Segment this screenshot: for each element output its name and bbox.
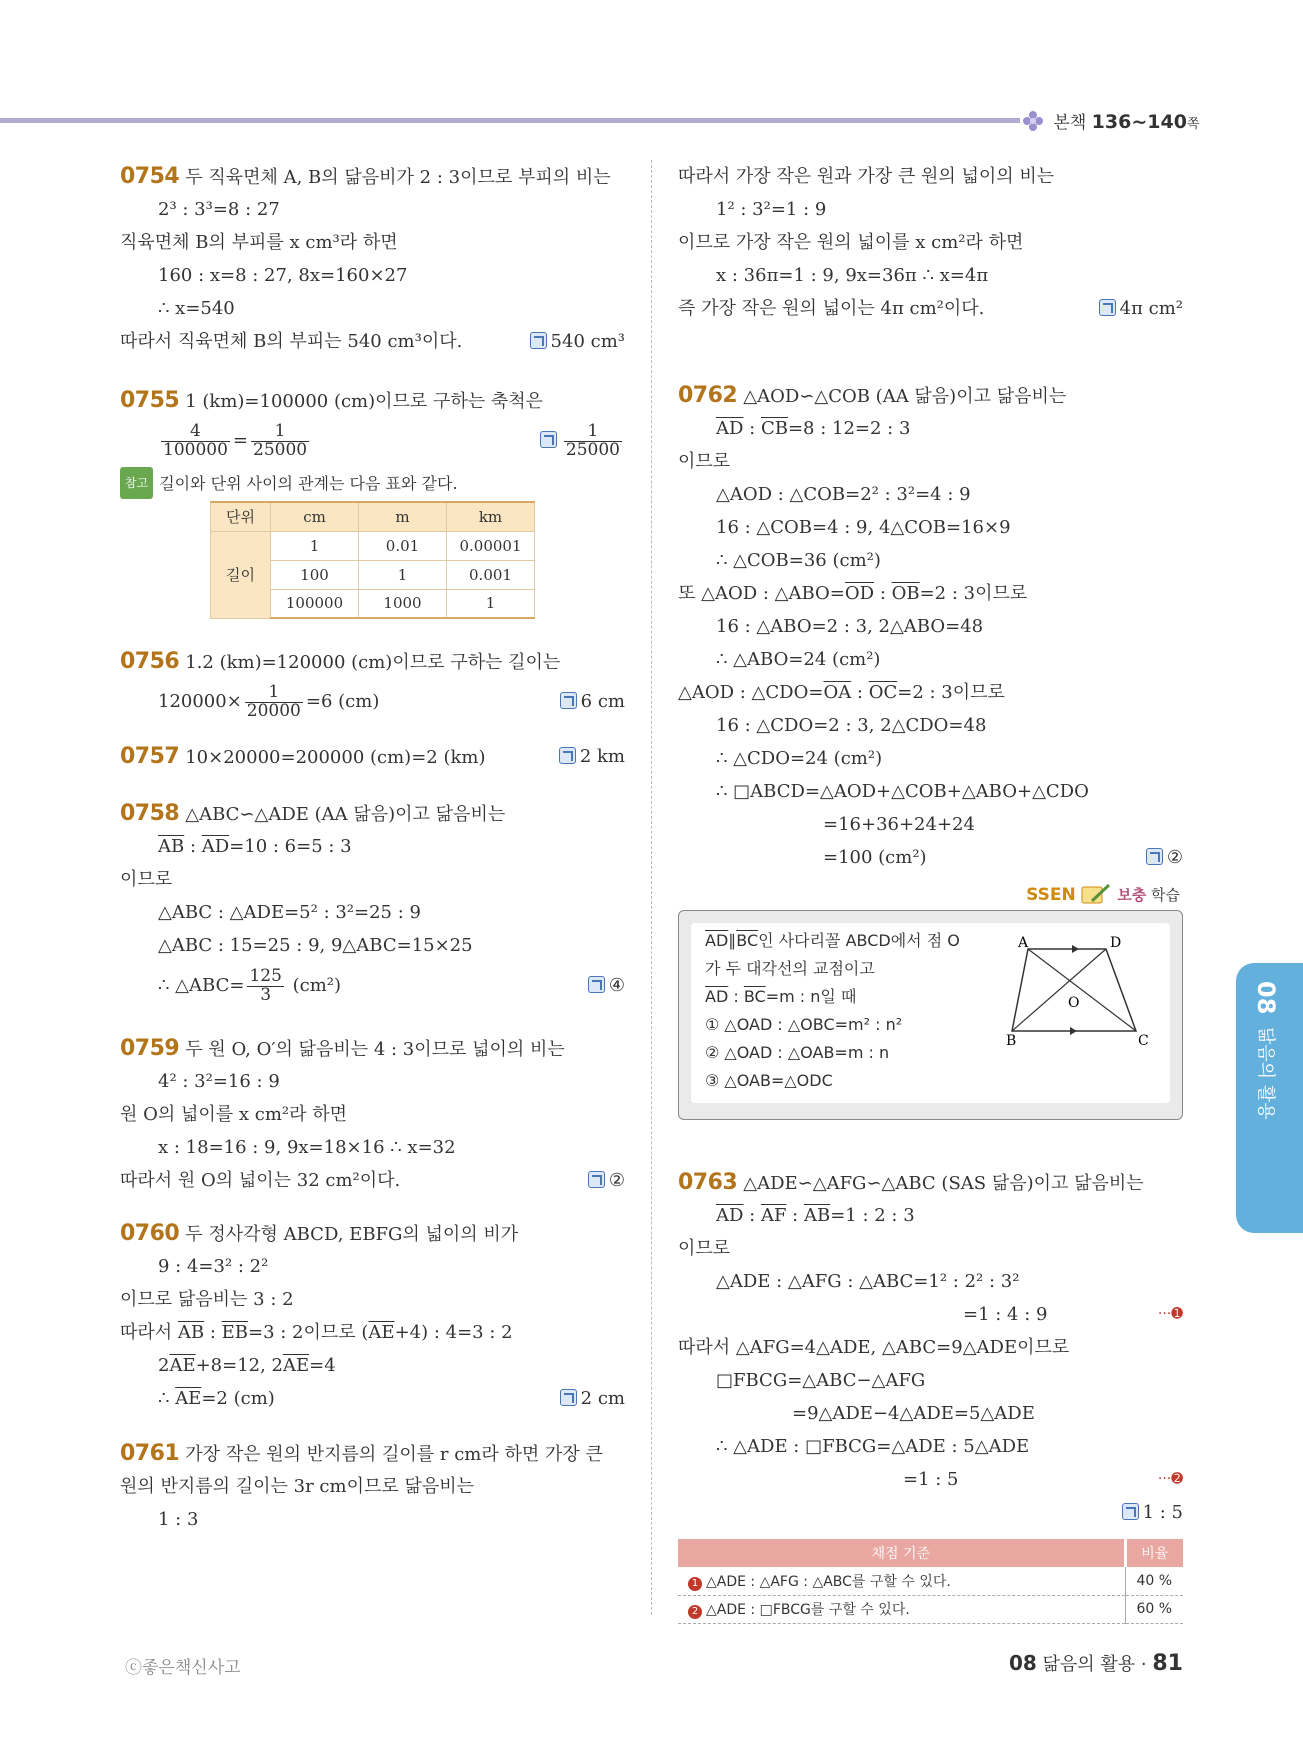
- table-header: m: [359, 502, 447, 531]
- solution-line: 10×20000=200000 (cm)=2 (km): [185, 747, 486, 768]
- answer: [540, 417, 625, 465]
- book-label: 본책: [1053, 113, 1087, 133]
- solution-line: ∴ □ABCD=△AOD+△COB+△ABO+△CDO: [716, 781, 1089, 802]
- expression: ∴: [158, 1388, 176, 1409]
- table-cell: 100000: [271, 589, 359, 618]
- problem-number: 0755: [120, 388, 180, 413]
- answer-icon: [588, 976, 605, 993]
- segment: $\overline{OA}$: [823, 682, 852, 703]
- answer-value: 6 cm: [580, 691, 625, 712]
- segment: $\overline{CB}$: [760, 418, 788, 439]
- expression: =1 : 2 : 3: [830, 1205, 915, 1226]
- problem-0756: [120, 645, 625, 726]
- solution-line: =9△ADE−4△ADE=5△ADE: [792, 1403, 1035, 1424]
- segment: $\overline{AD}$: [716, 418, 744, 439]
- answer-icon: [560, 1389, 577, 1406]
- solution-line: [678, 412, 1183, 445]
- solution-line: 9 : 4=3² : 2²: [158, 1256, 269, 1277]
- solution-line: 따라서 가장 작은 원과 가장 큰 원의 넓이의 비는: [678, 166, 1055, 187]
- expression: =10 : 6=5 : 3: [229, 836, 352, 857]
- table-cell: 0.001: [447, 560, 535, 589]
- solution-line: △ABC : 15=25 : 9, 9△ABC=15×25: [158, 935, 473, 956]
- answer-value: 540 cm³: [550, 331, 625, 352]
- problem-0761-continued: [678, 160, 1183, 325]
- table-cell: 1: [359, 560, 447, 589]
- answer-icon: [530, 332, 547, 349]
- expression: =2 : 3이므로: [919, 583, 1028, 604]
- fraction: [161, 420, 230, 460]
- answer: [1099, 292, 1183, 325]
- point-label-b: B: [1006, 1033, 1017, 1049]
- answer-value: 2 cm: [580, 1388, 625, 1409]
- problem-0758: [120, 797, 625, 1010]
- fraction: [564, 420, 622, 460]
- page-number: 81: [1152, 1651, 1183, 1676]
- solution-line: □FBCG=△ABC−△AFG: [716, 1370, 926, 1391]
- expression: :: [728, 987, 744, 1006]
- answer-value: 4π cm²: [1119, 298, 1183, 319]
- solution-line: x : 36π=1 : 9, 9x=36π ∴ x=4π: [716, 265, 989, 286]
- problem-0755: [120, 384, 625, 619]
- page-range: 136~140: [1091, 111, 1187, 133]
- diagonal-ac: [1028, 949, 1136, 1031]
- solution-line: 따라서 △AFG=4△ADE, △ABC=9△ADE이므로: [678, 1337, 1070, 1358]
- expression: :: [851, 682, 869, 703]
- problem-number: 0759: [120, 1036, 180, 1061]
- table-cell: 1: [447, 589, 535, 618]
- solution-line: ∴ △ADE : □FBCG=△ADE : 5△ADE: [716, 1436, 1030, 1457]
- expression: 따라서: [120, 1322, 178, 1343]
- answer-icon: [560, 692, 577, 709]
- supplement-label: 학습: [1146, 886, 1180, 904]
- denominator: 20000: [246, 700, 301, 721]
- fraction: [251, 420, 309, 460]
- note-line: ② △OAD : △OAB=m : n: [705, 1043, 890, 1062]
- solution-line: x : 18=16 : 9, 9x=18×16 ∴ x=32: [158, 1137, 456, 1158]
- solution-line: 1 : 3: [158, 1509, 199, 1530]
- problem-0762: [678, 379, 1183, 1120]
- reference-tag: 참고: [120, 467, 153, 499]
- denominator: 25000: [565, 439, 620, 460]
- trapezoid-shape: [1012, 949, 1136, 1031]
- expression: =8 : 12=2 : 3: [787, 418, 911, 439]
- note-line: ① △OAD : △OBC=m² : n²: [705, 1015, 903, 1034]
- parallel-arrow-top: [1072, 945, 1079, 953]
- answer-value: ②: [608, 1170, 625, 1191]
- solution-line: △ABC∽△ADE (AA 닮음)이고 닮음비는: [185, 804, 506, 825]
- segment: $\overline{AE}$: [169, 1355, 196, 1376]
- solution-line: 1 (km)=100000 (cm)이므로 구하는 축척은: [185, 391, 544, 412]
- solution-line: 즉 가장 작은 원의 넓이는 4π cm²이다.: [678, 298, 985, 319]
- solution-line: ∴ x=540: [158, 298, 235, 319]
- expression: :: [874, 583, 892, 604]
- scoring-table: [678, 1539, 1183, 1624]
- solution-line: △AOD∽△COB (AA 닮음)이고 닮음비는: [743, 386, 1067, 407]
- solution-line: 따라서 원 O의 넓이는 32 cm²이다.: [120, 1170, 401, 1191]
- solution-line: 원의 반지름의 길이는 3r cm이므로 닮음비는: [120, 1476, 475, 1497]
- segment: $\overline{OC}$: [868, 682, 898, 703]
- solution-line: △AOD : △COB=2² : 3²=4 : 9: [716, 484, 971, 505]
- expression: :: [786, 1205, 804, 1226]
- answer-icon: [559, 747, 576, 764]
- solution-line: 원 O의 넓이를 x cm²라 하면: [120, 1104, 347, 1125]
- problem-number: 0758: [120, 801, 180, 826]
- chapter-side-tab: [1236, 963, 1303, 1233]
- trapezoid-diagram: [1006, 931, 1156, 1051]
- answer-icon: [588, 1171, 605, 1188]
- solution-line: [120, 417, 625, 465]
- equals-sign: =: [232, 430, 248, 451]
- expression: △AOD : △CDO=: [678, 682, 824, 703]
- expression: +4) : 4=3 : 2: [394, 1322, 513, 1343]
- problem-0763: [678, 1166, 1183, 1624]
- answer-value: ②: [1166, 847, 1183, 868]
- answer: [588, 1164, 625, 1197]
- column-divider: [651, 160, 652, 1615]
- answer: [588, 962, 625, 1010]
- problem-number: 0757: [120, 744, 180, 769]
- ssen-logo: SSEN: [1026, 885, 1076, 905]
- publisher-copyright: ⓒ좋은책신사고: [125, 1658, 241, 1678]
- criterion-text: △ADE : △AFG : △ABC를 구할 수 있다.: [706, 1573, 951, 1590]
- answer: [560, 1382, 625, 1415]
- solution-line: 16 : △ABO=2 : 3, 2△ABO=48: [716, 616, 984, 637]
- supplementary-header: [1026, 883, 1180, 905]
- answer: [1122, 1496, 1183, 1529]
- solution-line: 2³ : 3³=8 : 27: [158, 199, 280, 220]
- segment: $\overline{OB}$: [891, 583, 920, 604]
- numerator: 1: [564, 423, 622, 442]
- chapter-label: 닮음의 활용: [1255, 1027, 1276, 1120]
- table-header: 단위: [211, 502, 271, 531]
- solution-line: [678, 676, 1183, 709]
- scoring-row: [678, 1567, 1125, 1595]
- solution-line: 가장 작은 원의 반지름의 길이를 r cm라 하면 가장 큰: [185, 1444, 603, 1465]
- segment: $\overline{AE}$: [175, 1388, 202, 1409]
- table-cell: 0.01: [359, 531, 447, 560]
- step-marker: ···➊: [1157, 1306, 1183, 1322]
- solution-line: 따라서 직육면체 B의 부피는 540 cm³이다.: [120, 331, 463, 352]
- ratio-value: 40 %: [1125, 1567, 1183, 1595]
- page-footer: [1009, 1650, 1183, 1676]
- expression: 2: [158, 1355, 170, 1376]
- problem-number: 0756: [120, 649, 180, 674]
- expression: 120000×: [158, 691, 242, 712]
- solution-line: 두 원 O, O′의 닮음비는 4 : 3이므로 넓이의 비는: [185, 1039, 565, 1060]
- answer-value: ④: [608, 975, 625, 996]
- segment: $\overline{OD}$: [844, 583, 875, 604]
- expression: =m : n일 때: [765, 987, 857, 1006]
- footer-chapter-title: 닮음의 활용 ·: [1036, 1654, 1153, 1675]
- reference-text: 길이와 단위 사이의 관계는 다음 표와 같다.: [159, 474, 458, 493]
- expression: =3 : 2이므로 (: [248, 1322, 369, 1343]
- note-line: 가 두 대각선의 교점이고: [705, 959, 875, 978]
- segment: $\overline{AE}$: [283, 1355, 310, 1376]
- numerator: 1: [245, 684, 303, 703]
- solution-line: =16+36+24+24: [823, 814, 975, 835]
- solution-line: [120, 1349, 625, 1382]
- solution-line: △ADE∽△AFG∽△ABC (SAS 닮음)이고 닮음비는: [743, 1173, 1144, 1194]
- problem-number: 0762: [678, 383, 738, 408]
- problem-number: 0754: [120, 164, 180, 189]
- table-cell: 0.00001: [447, 531, 535, 560]
- numerator: 1: [251, 423, 309, 442]
- solution-line: =1 : 4 : 9: [963, 1304, 1048, 1325]
- expression: :: [184, 836, 202, 857]
- reference-note: [120, 467, 625, 497]
- solution-line: [678, 1199, 1183, 1232]
- point-label-c: C: [1138, 1033, 1149, 1049]
- expression: +8=12, 2: [195, 1355, 284, 1376]
- solution-line: 이므로: [120, 869, 173, 890]
- point-label-o: O: [1068, 995, 1080, 1011]
- answer-icon: [1146, 848, 1163, 865]
- segment: $\overline{BC}$: [736, 931, 759, 950]
- segment: $\overline{AD}$: [705, 931, 729, 950]
- solution-line: [120, 1316, 625, 1349]
- solution-line: ∴ △COB=36 (cm²): [716, 550, 881, 571]
- segment: $\overline{EB}$: [221, 1322, 249, 1343]
- solution-line: △ADE : △AFG : △ABC=1² : 2² : 3²: [716, 1271, 1020, 1292]
- solution-line: 160 : x=8 : 27, 8x=160×27: [158, 265, 408, 286]
- answer-value: 2 km: [579, 746, 625, 767]
- ratio-header: 비율: [1125, 1539, 1183, 1567]
- solution-line: ∴ △ABO=24 (cm²): [716, 649, 881, 670]
- expression: ∴ △ABC=: [158, 975, 245, 996]
- segment: $\overline{BC}$: [743, 987, 766, 1006]
- solution-line: 4² : 3²=16 : 9: [158, 1071, 280, 1092]
- solution-line: 이므로 닮음비는 3 : 2: [120, 1289, 294, 1310]
- right-column: [678, 160, 1183, 1624]
- solution-line: 두 정사각형 ABCD, EBFG의 넓이의 비가: [185, 1224, 519, 1245]
- table-cell: 100: [271, 560, 359, 589]
- problem-number: 0763: [678, 1170, 738, 1195]
- chapter-number: 08: [1252, 981, 1280, 1015]
- segment: $\overline{AE}$: [368, 1322, 395, 1343]
- answer: [560, 678, 625, 726]
- table-row-label: 길이: [211, 531, 271, 618]
- solution-line: 두 직육면체 A, B의 닮음비가 2 : 3이므로 부피의 비는: [185, 167, 611, 188]
- page-suffix: 쪽: [1186, 117, 1200, 132]
- segment: $\overline{AB}$: [158, 836, 185, 857]
- segment: $\overline{AD}$: [716, 1205, 744, 1226]
- solution-line: [120, 1382, 625, 1415]
- supplementary-box: [678, 885, 1183, 1120]
- table-cell: 1000: [359, 589, 447, 618]
- solution-line: =100 (cm²): [823, 847, 927, 868]
- expression: ∥: [728, 931, 737, 950]
- solution-line: 16 : △CDO=2 : 3, 2△CDO=48: [716, 715, 987, 736]
- fraction: [247, 965, 283, 1005]
- supplement-label: 보충: [1117, 886, 1147, 904]
- criterion-text: △ADE : □FBCG를 구할 수 있다.: [706, 1602, 910, 1618]
- table-header: km: [447, 502, 535, 531]
- expression: =6 (cm): [305, 691, 380, 712]
- expression: :: [743, 1205, 761, 1226]
- parallel-arrow-bottom: [1070, 1027, 1077, 1035]
- step-number: 2: [688, 1605, 702, 1619]
- solution-line: [120, 678, 625, 726]
- expression: =4: [309, 1355, 336, 1376]
- segment: $\overline{AF}$: [760, 1205, 787, 1226]
- problem-0759: [120, 1032, 625, 1197]
- solution-line: 이므로: [678, 1238, 731, 1259]
- scoring-header: 채점 기준: [678, 1539, 1125, 1567]
- supplementary-content: [691, 923, 1170, 1103]
- header-rule: [0, 118, 1020, 123]
- book-reference: [1022, 108, 1199, 133]
- solution-line: △ABC : △ADE=5² : 3²=25 : 9: [158, 902, 421, 923]
- solution-line: 16 : △COB=4 : 9, 4△COB=16×9: [716, 517, 1011, 538]
- expression: (cm²): [286, 975, 342, 996]
- segment: $\overline{AB}$: [177, 1322, 205, 1343]
- numerator: 4: [161, 423, 230, 442]
- solution-line: =1 : 5: [903, 1469, 959, 1490]
- problem-number: 0761: [120, 1441, 180, 1466]
- footer-chapter-number: 08: [1008, 1651, 1037, 1675]
- problem-0754: [120, 160, 625, 358]
- solution-line: 1.2 (km)=120000 (cm)이므로 구하는 길이는: [185, 652, 561, 673]
- problem-number: 0760: [120, 1221, 180, 1246]
- table-header: cm: [271, 502, 359, 531]
- solution-line: [678, 577, 1183, 610]
- answer-icon: [1099, 299, 1116, 316]
- solution-line: 이므로 가장 작은 원의 넓이를 x cm²라 하면: [678, 232, 1024, 253]
- table-cell: 1: [271, 531, 359, 560]
- segment: $\overline{AB}$: [803, 1205, 831, 1226]
- step-marker: ···➋: [1157, 1471, 1183, 1487]
- segment: $\overline{AD}$: [201, 836, 230, 857]
- answer: [559, 740, 625, 773]
- denominator: 3: [260, 984, 272, 1005]
- expression: 또 △AOD : △ABO=: [678, 583, 845, 604]
- problem-0760: [120, 1217, 625, 1415]
- problem-0757: [120, 740, 625, 773]
- answer: [530, 325, 625, 358]
- ratio-value: 60 %: [1125, 1595, 1183, 1623]
- step-number: 1: [688, 1577, 702, 1591]
- unit-table: [210, 501, 535, 619]
- answer-icon: [540, 431, 557, 448]
- solution-line: ∴ △CDO=24 (cm²): [716, 748, 883, 769]
- expression: :: [204, 1322, 222, 1343]
- fraction: [245, 681, 303, 721]
- flower-icon: [1022, 110, 1044, 132]
- point-label-d: D: [1110, 935, 1122, 951]
- expression: :: [743, 418, 761, 439]
- solution-line: 직육면체 B의 부피를 x cm³라 하면: [120, 232, 398, 253]
- solution-line: 이므로: [678, 451, 731, 472]
- pencil-note-icon: [1080, 883, 1112, 905]
- answer-icon: [1122, 1503, 1139, 1520]
- numerator: 125: [249, 965, 282, 986]
- solution-line: [120, 830, 625, 863]
- answer: [1146, 841, 1183, 874]
- scoring-row: [678, 1595, 1125, 1623]
- segment: $\overline{AD}$: [705, 987, 729, 1006]
- expression: 인 사다리꼴 ABCD에서 점 O: [758, 931, 960, 950]
- expression: =2 : 3이므로: [897, 682, 1005, 703]
- note-line: ③ △OAB=△ODC: [705, 1071, 833, 1090]
- left-column: [120, 160, 625, 1536]
- answer-value: 1 : 5: [1142, 1502, 1183, 1523]
- problem-0761: [120, 1437, 625, 1536]
- denominator: 25000: [253, 439, 308, 460]
- solution-line: 1² : 3²=1 : 9: [716, 199, 827, 220]
- solution-line: [120, 962, 625, 1010]
- expression: =2 (cm): [201, 1388, 275, 1409]
- denominator: 100000: [163, 439, 228, 460]
- point-label-a: A: [1018, 935, 1029, 951]
